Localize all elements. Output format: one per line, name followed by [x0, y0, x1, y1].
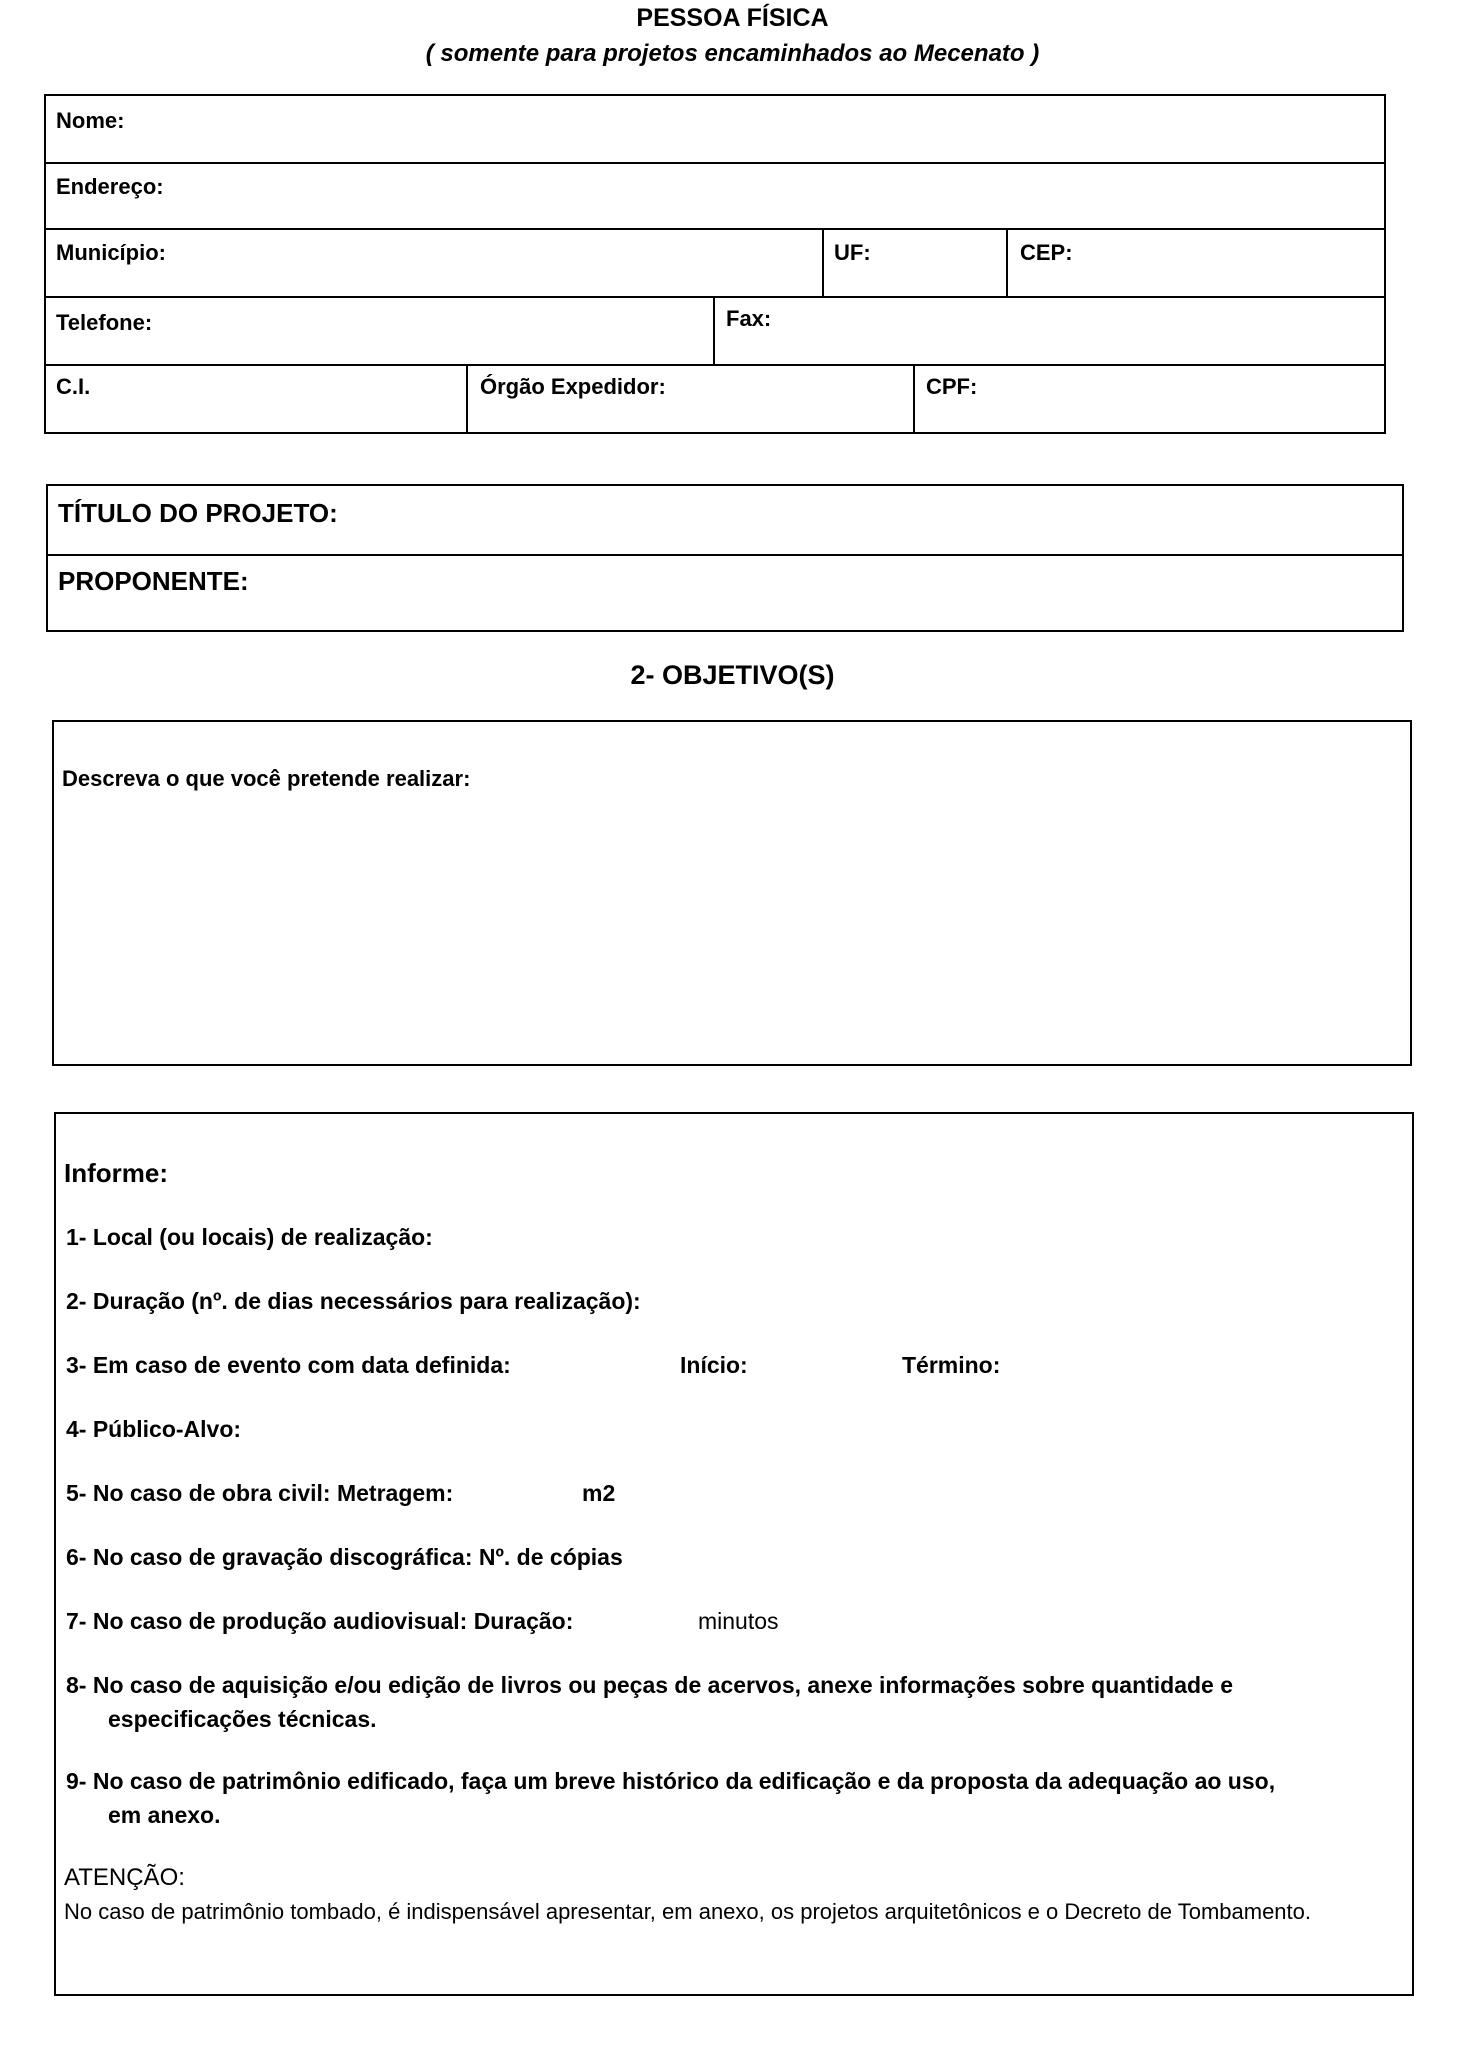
list-item: 9- No caso de patrimônio edificado, faça um breve histórico da edificação e da proposta da adequação ao uso, em anexo. — [66, 1768, 1276, 1828]
list-item: 8- No caso de aquisição e/ou edição de livros ou peças de acervos, anexe informações sobre quantidade e especificações técnicas. — [66, 1672, 1234, 1732]
attention-text: No caso de patrimônio tombado, é indispensável apresentar, em anexo, os projetos arquitetônicos e o Decreto de Tombamento. — [64, 1899, 1311, 1924]
cep-field[interactable]: CEP: — [1020, 240, 1073, 265]
list-item: 5- No caso de obra civil: Metragem: m2 — [66, 1476, 1406, 1510]
list-item: 3- Em caso de evento com data definida: Início: Término: — [66, 1348, 1406, 1382]
termino-label: Término: — [902, 1352, 1001, 1378]
list-item: 6- No caso de gravação discográfica: Nº. de cópias — [66, 1544, 623, 1570]
list-item: 4- Público-Alvo: — [66, 1416, 242, 1442]
nome-field[interactable]: Nome: — [56, 108, 125, 133]
telefone-field[interactable]: Telefone: — [56, 310, 153, 335]
personal-data-box — [44, 94, 1386, 434]
form-subtitle: ( somente para projetos encaminhados ao Mecenato ) — [425, 40, 1040, 67]
municipio-field[interactable]: Município: — [56, 240, 166, 265]
cpf-field[interactable]: CPF: — [926, 374, 978, 399]
objetivos-heading: 2- OBJETIVO(S) — [630, 660, 835, 690]
fax-field[interactable]: Fax: — [726, 306, 772, 331]
metragem-unit: m2 — [582, 1480, 616, 1506]
list-item: 1- Local (ou locais) de realização: — [66, 1224, 433, 1250]
list-item: 2- Duração (nº. de dias necessários para realização): — [66, 1288, 641, 1314]
objetivos-prompt: Descreva o que você pretende realizar: — [62, 766, 471, 791]
project-title-field[interactable]: TÍTULO DO PROJETO: — [58, 498, 338, 528]
uf-field[interactable]: UF: — [834, 240, 871, 265]
ci-field[interactable]: C.I. — [56, 374, 91, 399]
endereco-field[interactable]: Endereço: — [56, 174, 164, 199]
informe-heading: Informe: — [64, 1158, 168, 1188]
orgao-expedidor-field[interactable]: Órgão Expedidor: — [480, 374, 666, 399]
list-item: 7- No caso de produção audiovisual: Duração: minutos — [66, 1604, 1406, 1638]
form-title: PESSOA FÍSICA — [636, 4, 829, 32]
proponente-field[interactable]: PROPONENTE: — [58, 566, 249, 596]
attention-title: ATENÇÃO: — [64, 1864, 185, 1891]
inicio-label: Início: — [680, 1352, 748, 1378]
duracao-unit: minutos — [698, 1608, 779, 1634]
